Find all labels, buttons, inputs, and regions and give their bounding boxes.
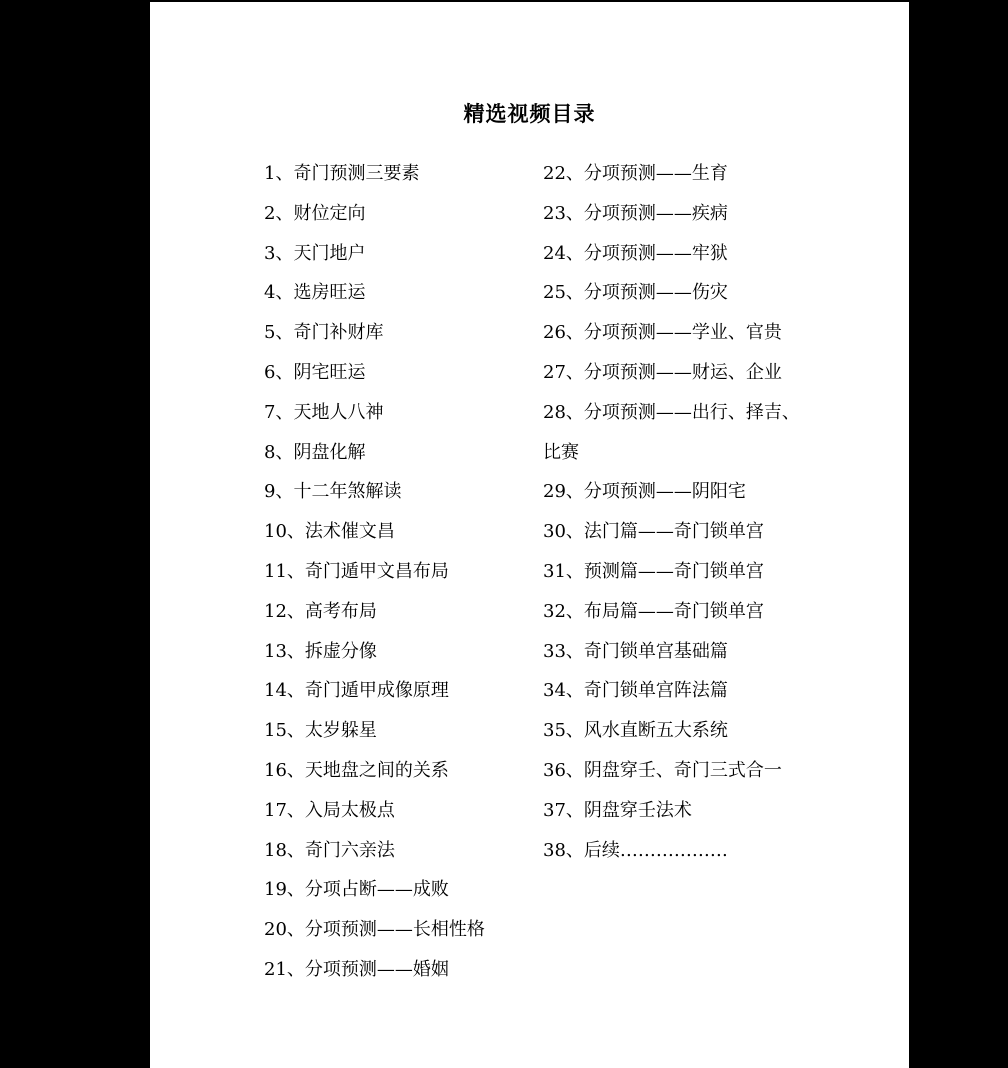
toc-item: 13、拆虚分像 (264, 640, 377, 662)
toc-item: 33、奇门锁单宫基础篇 (543, 640, 728, 662)
toc-item: 37、阴盘穿壬法术 (543, 799, 692, 821)
toc-item: 24、分项预测——牢狱 (543, 242, 728, 264)
toc-item: 14、奇门遁甲成像原理 (264, 680, 449, 702)
toc-item: 17、入局太极点 (264, 799, 395, 821)
toc-item: 20、分项预测——长相性格 (264, 919, 485, 941)
toc-item: 11、奇门遁甲文昌布局 (264, 560, 449, 582)
toc-item: 3、天门地户 (264, 242, 366, 264)
toc-item: 19、分项占断——成败 (264, 879, 449, 901)
toc-item: 6、阴宅旺运 (264, 361, 366, 383)
toc-item: 10、法术催文昌 (264, 521, 395, 543)
toc-item: 32、布局篇——奇门锁单宫 (543, 600, 764, 622)
toc-item: 9、十二年煞解读 (264, 481, 402, 503)
toc-item: 5、奇门补财库 (264, 322, 384, 344)
toc-item: 27、分项预测——财运、企业 (543, 361, 782, 383)
toc-item: 8、阴盘化解 (264, 441, 366, 463)
toc-item: 12、高考布局 (264, 600, 377, 622)
toc-item: 34、奇门锁单宫阵法篇 (543, 680, 728, 702)
toc-item: 1、奇门预测三要素 (264, 163, 420, 184)
toc-item: 15、太岁躲星 (264, 720, 377, 742)
toc-item: 26、分项预测——学业、官贵 (543, 322, 782, 344)
toc-left-column (264, 162, 534, 998)
toc-item: 35、风水直断五大系统 (543, 720, 728, 742)
toc-item: 4、选房旺运 (264, 282, 366, 304)
page-title: 精选视频目录 (463, 101, 596, 126)
toc-item: 38、后续……………… (543, 839, 728, 861)
document-page (150, 2, 909, 1068)
toc-item: 23、分项预测——疾病 (543, 202, 728, 224)
toc-item: 18、奇门六亲法 (264, 839, 395, 861)
toc-item: 28、分项预测——出行、择吉、 (543, 401, 800, 423)
toc-right-column (543, 162, 843, 878)
toc-item: 29、分项预测——阴阳宅 (543, 481, 746, 503)
toc-item: 16、天地盘之间的关系 (264, 759, 449, 781)
toc-item: 7、天地人八神 (264, 401, 384, 423)
toc-item: 21、分项预测——婚姻 (264, 958, 449, 980)
toc-item: 30、法门篇——奇门锁单宫 (543, 521, 764, 543)
toc-item: 31、预测篇——奇门锁单宫 (543, 560, 764, 582)
toc-item: 2、财位定向 (264, 202, 366, 224)
toc-item: 36、阴盘穿壬、奇门三式合一 (543, 759, 782, 781)
toc-item: 比赛 (543, 441, 579, 463)
toc-item: 25、分项预测——伤灾 (543, 282, 728, 304)
toc-item: 22、分项预测——生育 (543, 163, 728, 184)
